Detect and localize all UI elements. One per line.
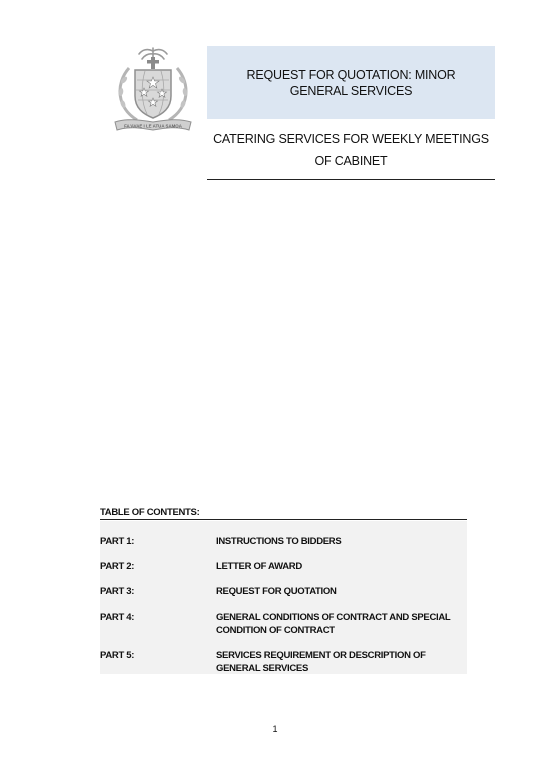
toc-part-label: PART 1:	[100, 536, 135, 547]
document-title: REQUEST FOR QUOTATION: MINOR GENERAL SERVICES	[246, 67, 456, 98]
coat-of-arms-icon	[107, 44, 199, 136]
toc-part-label: PART 3:	[100, 586, 135, 597]
seal-motto: FA'AVAE I LE ATUA SAMOA	[124, 123, 182, 129]
document-subtitle: CATERING SERVICES FOR WEEKLY MEETINGS OF CABINET	[213, 132, 489, 168]
toc-part-title: SERVICES REQUIREMENT OR DESCRIPTION OF GENERAL SERVICES	[216, 650, 426, 674]
toc-part-title: GENERAL CONDITIONS OF CONTRACT AND SPECIAL CONDITION OF CONTRACT	[216, 612, 451, 636]
toc-divider	[100, 519, 467, 520]
page-number: 1	[272, 724, 278, 734]
toc-table	[100, 521, 467, 674]
document-title-box	[207, 46, 495, 119]
toc-part-label: PART 4:	[100, 612, 135, 623]
toc-part-title: REQUEST FOR QUOTATION	[216, 586, 337, 597]
toc-part-label: PART 5:	[100, 650, 135, 661]
subtitle-divider	[207, 179, 495, 180]
toc-heading: TABLE OF CONTENTS:	[100, 507, 200, 518]
toc-part-title: INSTRUCTIONS TO BIDDERS	[216, 536, 342, 547]
toc-part-label: PART 2:	[100, 561, 135, 572]
toc-part-title: LETTER OF AWARD	[216, 561, 302, 572]
